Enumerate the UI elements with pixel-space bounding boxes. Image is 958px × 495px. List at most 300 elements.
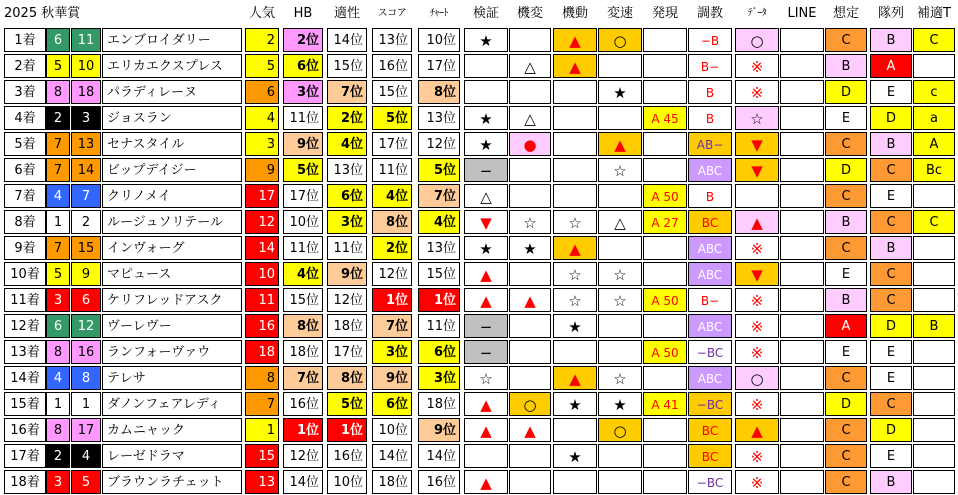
table-row bbox=[0, 105, 958, 131]
cell-hensoku bbox=[598, 184, 642, 208]
cell-tairetsu: C bbox=[870, 210, 912, 234]
cell-hatsu: A 50 bbox=[643, 340, 687, 364]
cell-pop: 4 bbox=[245, 106, 279, 130]
cell-tairetsu: E bbox=[870, 444, 912, 468]
cell-rank: 5着 bbox=[4, 132, 46, 156]
cell-tairetsu: B bbox=[870, 236, 912, 260]
cell-hatsu bbox=[643, 314, 687, 338]
cell-tairetsu: E bbox=[870, 366, 912, 390]
cell-line bbox=[780, 418, 824, 442]
cell-hatsu: A 27 bbox=[643, 210, 687, 234]
cell-soutei: D bbox=[825, 392, 867, 416]
header-kido: 機動 bbox=[561, 6, 588, 21]
cell-hoteki bbox=[913, 262, 955, 286]
cell-line bbox=[780, 184, 824, 208]
cell-ken: ▲ bbox=[464, 288, 508, 312]
cell-pop: 8 bbox=[245, 366, 279, 390]
cell-pop: 1 bbox=[245, 418, 279, 442]
cell-hoteki: Bc bbox=[913, 158, 955, 182]
cell-kido bbox=[553, 340, 597, 364]
cell-hatsu bbox=[643, 158, 687, 182]
cell-soutei: C bbox=[825, 184, 867, 208]
cell-data: ※ bbox=[735, 340, 779, 364]
cell-rank: 15着 bbox=[4, 392, 46, 416]
cell-chart: 15位 bbox=[418, 262, 460, 286]
cell-kihen bbox=[509, 340, 551, 364]
cell-hatsu: A 50 bbox=[643, 184, 687, 208]
header-pop: 人気 bbox=[248, 6, 275, 21]
cell-tek: 7位 bbox=[327, 80, 367, 104]
cell-waku: 7 bbox=[46, 158, 70, 182]
cell-data: ※ bbox=[735, 288, 779, 312]
cell-name: ダノンフェアレディ bbox=[102, 392, 242, 416]
cell-ken: ▲ bbox=[464, 418, 508, 442]
table-row bbox=[0, 313, 958, 339]
cell-chart: 6位 bbox=[418, 340, 460, 364]
table-row bbox=[0, 287, 958, 313]
cell-soutei: C bbox=[825, 366, 867, 390]
cell-pop: 5 bbox=[245, 54, 279, 78]
cell-num: 2 bbox=[71, 210, 101, 234]
cell-ken bbox=[464, 54, 508, 78]
cell-waku: 7 bbox=[46, 132, 70, 156]
cell-hensoku: ▲ bbox=[598, 132, 642, 156]
cell-waku: 1 bbox=[46, 210, 70, 234]
cell-tairetsu: C bbox=[870, 158, 912, 182]
cell-chart: 18位 bbox=[418, 392, 460, 416]
cell-hatsu bbox=[643, 470, 687, 494]
cell-waku: 8 bbox=[46, 80, 70, 104]
cell-rank: 1着 bbox=[4, 28, 46, 52]
cell-chokyo: −B bbox=[688, 28, 732, 52]
cell-kido: ★ bbox=[553, 314, 597, 338]
cell-kihen bbox=[509, 314, 551, 338]
cell-kihen bbox=[509, 184, 551, 208]
cell-tek: 3位 bbox=[327, 210, 367, 234]
cell-hensoku bbox=[598, 314, 642, 338]
cell-hb: 8位 bbox=[283, 314, 323, 338]
cell-ken: ★ bbox=[464, 28, 508, 52]
cell-waku: 4 bbox=[46, 184, 70, 208]
cell-name: セナスタイル bbox=[102, 132, 242, 156]
cell-hoteki bbox=[913, 392, 955, 416]
cell-num: 10 bbox=[71, 54, 101, 78]
cell-tek: 11位 bbox=[327, 236, 367, 260]
cell-chart: 3位 bbox=[418, 366, 460, 390]
cell-kido bbox=[553, 106, 597, 130]
cell-num: 16 bbox=[71, 340, 101, 364]
cell-chokyo: B bbox=[688, 184, 732, 208]
cell-data: ▲ bbox=[735, 210, 779, 234]
cell-name: ジョスラン bbox=[102, 106, 242, 130]
cell-chart: 14位 bbox=[418, 444, 460, 468]
table-row bbox=[0, 183, 958, 209]
cell-rank: 4着 bbox=[4, 106, 46, 130]
cell-chokyo: ABC bbox=[688, 314, 732, 338]
header-hoteki: 補適T bbox=[917, 6, 951, 21]
cell-ken: ★ bbox=[464, 132, 508, 156]
cell-hb: 2位 bbox=[283, 28, 323, 52]
cell-chokyo: BC bbox=[688, 418, 732, 442]
cell-ken bbox=[464, 80, 508, 104]
cell-hatsu: A 41 bbox=[643, 392, 687, 416]
cell-hoteki bbox=[913, 470, 955, 494]
cell-ken: △ bbox=[464, 184, 508, 208]
cell-data: ※ bbox=[735, 314, 779, 338]
cell-line bbox=[780, 366, 824, 390]
cell-tairetsu: D bbox=[870, 418, 912, 442]
cell-kido: ☆ bbox=[553, 262, 597, 286]
table-row bbox=[0, 417, 958, 443]
cell-soutei: C bbox=[825, 236, 867, 260]
cell-tairetsu: D bbox=[870, 106, 912, 130]
cell-kihen: ▲ bbox=[509, 288, 551, 312]
cell-kihen bbox=[509, 80, 551, 104]
cell-kihen: △ bbox=[509, 106, 551, 130]
cell-name: ブラウンラチェット bbox=[102, 470, 242, 494]
cell-kido bbox=[553, 132, 597, 156]
cell-hensoku: ★ bbox=[598, 80, 642, 104]
cell-kido: ☆ bbox=[553, 210, 597, 234]
cell-pop: 15 bbox=[245, 444, 279, 468]
table-row bbox=[0, 235, 958, 261]
header-hensoku: 変速 bbox=[606, 6, 633, 21]
cell-num: 9 bbox=[71, 262, 101, 286]
cell-rank: 3着 bbox=[4, 80, 46, 104]
cell-hoteki bbox=[913, 54, 955, 78]
cell-soutei: E bbox=[825, 262, 867, 286]
cell-tairetsu: D bbox=[870, 314, 912, 338]
cell-tek: 5位 bbox=[327, 392, 367, 416]
cell-num: 8 bbox=[71, 366, 101, 390]
cell-hatsu bbox=[643, 236, 687, 260]
cell-soutei: C bbox=[825, 132, 867, 156]
cell-tairetsu: C bbox=[870, 288, 912, 312]
cell-name: ルージュソリテール bbox=[102, 210, 242, 234]
table-row bbox=[0, 53, 958, 79]
header-ken: 検証 bbox=[472, 6, 499, 21]
cell-hoteki bbox=[913, 236, 955, 260]
cell-chart: 4位 bbox=[418, 210, 460, 234]
cell-name: パラディレーヌ bbox=[102, 80, 242, 104]
cell-soutei: C bbox=[825, 444, 867, 468]
cell-name: テレサ bbox=[102, 366, 242, 390]
cell-score: 4位 bbox=[372, 184, 412, 208]
cell-num: 14 bbox=[71, 158, 101, 182]
cell-kihen bbox=[509, 444, 551, 468]
cell-num: 17 bbox=[71, 418, 101, 442]
header-line: LINE bbox=[787, 6, 817, 21]
cell-hensoku bbox=[598, 106, 642, 130]
cell-chokyo: −BC bbox=[688, 340, 732, 364]
cell-waku: 6 bbox=[46, 314, 70, 338]
cell-chokyo: B− bbox=[688, 288, 732, 312]
cell-hb: 17位 bbox=[283, 184, 323, 208]
cell-rank: 13着 bbox=[4, 340, 46, 364]
cell-rank: 18着 bbox=[4, 470, 46, 494]
table-row bbox=[0, 261, 958, 287]
cell-line bbox=[780, 314, 824, 338]
cell-score: 18位 bbox=[372, 470, 412, 494]
table-row bbox=[0, 79, 958, 105]
table-row bbox=[0, 469, 958, 495]
cell-chokyo: ABC bbox=[688, 366, 732, 390]
cell-waku: 6 bbox=[46, 28, 70, 52]
cell-data: ○ bbox=[735, 28, 779, 52]
cell-kihen: ○ bbox=[509, 392, 551, 416]
header-score: スコア bbox=[377, 8, 407, 19]
cell-score: 11位 bbox=[372, 158, 412, 182]
cell-data: ▼ bbox=[735, 262, 779, 286]
cell-hatsu: A 50 bbox=[643, 288, 687, 312]
cell-kihen: ▲ bbox=[509, 418, 551, 442]
cell-kido: ▲ bbox=[553, 28, 597, 52]
cell-score: 6位 bbox=[372, 392, 412, 416]
cell-num: 13 bbox=[71, 132, 101, 156]
cell-kido: ★ bbox=[553, 444, 597, 468]
cell-tek: 15位 bbox=[327, 54, 367, 78]
cell-kido: ★ bbox=[553, 392, 597, 416]
cell-name: ヴーレヴー bbox=[102, 314, 242, 338]
cell-name: エリカエクスプレス bbox=[102, 54, 242, 78]
cell-chokyo: BC bbox=[688, 444, 732, 468]
cell-ken: ★ bbox=[464, 236, 508, 260]
cell-tairetsu: B bbox=[870, 132, 912, 156]
cell-hatsu bbox=[643, 366, 687, 390]
cell-chokyo: B bbox=[688, 106, 732, 130]
cell-chokyo: AB− bbox=[688, 132, 732, 156]
cell-hensoku: ☆ bbox=[598, 288, 642, 312]
cell-hoteki bbox=[913, 184, 955, 208]
cell-score: 14位 bbox=[372, 444, 412, 468]
cell-hatsu: A 45 bbox=[643, 106, 687, 130]
cell-soutei: C bbox=[825, 28, 867, 52]
cell-chart: 7位 bbox=[418, 184, 460, 208]
cell-data: ☆ bbox=[735, 106, 779, 130]
cell-tek: 10位 bbox=[327, 470, 367, 494]
cell-hensoku bbox=[598, 340, 642, 364]
cell-rank: 7着 bbox=[4, 184, 46, 208]
cell-tairetsu: C bbox=[870, 392, 912, 416]
cell-data: ※ bbox=[735, 236, 779, 260]
cell-tek: 2位 bbox=[327, 106, 367, 130]
cell-hoteki: c bbox=[913, 80, 955, 104]
cell-rank: 14着 bbox=[4, 366, 46, 390]
cell-chart: 5位 bbox=[418, 158, 460, 182]
cell-tairetsu: E bbox=[870, 80, 912, 104]
cell-kihen: ☆ bbox=[509, 210, 551, 234]
cell-name: ケリフレッドアスク bbox=[102, 288, 242, 312]
cell-ken: − bbox=[464, 314, 508, 338]
cell-soutei: C bbox=[825, 470, 867, 494]
cell-ken: ▲ bbox=[464, 392, 508, 416]
cell-data: ▼ bbox=[735, 132, 779, 156]
cell-rank: 12着 bbox=[4, 314, 46, 338]
cell-waku: 3 bbox=[46, 288, 70, 312]
cell-hb: 3位 bbox=[283, 80, 323, 104]
cell-chokyo: ABC bbox=[688, 236, 732, 260]
cell-waku: 8 bbox=[46, 418, 70, 442]
cell-hb: 9位 bbox=[283, 132, 323, 156]
cell-num: 5 bbox=[71, 470, 101, 494]
cell-hoteki: B bbox=[913, 314, 955, 338]
cell-kido bbox=[553, 184, 597, 208]
cell-line bbox=[780, 340, 824, 364]
cell-soutei: D bbox=[825, 158, 867, 182]
cell-tek: 13位 bbox=[327, 158, 367, 182]
cell-line bbox=[780, 288, 824, 312]
table-row bbox=[0, 209, 958, 235]
cell-pop: 3 bbox=[245, 132, 279, 156]
cell-score: 12位 bbox=[372, 262, 412, 286]
cell-name: マピュース bbox=[102, 262, 242, 286]
cell-score: 5位 bbox=[372, 106, 412, 130]
cell-chokyo: ABC bbox=[688, 262, 732, 286]
cell-chokyo: B bbox=[688, 80, 732, 104]
cell-num: 18 bbox=[71, 80, 101, 104]
cell-ken: ☆ bbox=[464, 366, 508, 390]
cell-line bbox=[780, 210, 824, 234]
cell-pop: 12 bbox=[245, 210, 279, 234]
cell-data: ※ bbox=[735, 392, 779, 416]
cell-ken: − bbox=[464, 340, 508, 364]
cell-chart: 13位 bbox=[418, 236, 460, 260]
cell-hb: 7位 bbox=[283, 366, 323, 390]
cell-ken: ▼ bbox=[464, 210, 508, 234]
cell-kihen: ★ bbox=[509, 236, 551, 260]
cell-tek: 14位 bbox=[327, 28, 367, 52]
cell-hoteki: C bbox=[913, 210, 955, 234]
cell-soutei: E bbox=[825, 106, 867, 130]
cell-kido: ☆ bbox=[553, 288, 597, 312]
cell-chokyo: B− bbox=[688, 54, 732, 78]
cell-hb: 1位 bbox=[283, 418, 323, 442]
cell-hb: 11位 bbox=[283, 106, 323, 130]
header-hatsu: 発現 bbox=[651, 6, 678, 21]
cell-line bbox=[780, 470, 824, 494]
cell-score: 15位 bbox=[372, 80, 412, 104]
cell-kido: ▲ bbox=[553, 236, 597, 260]
cell-kido: ▲ bbox=[553, 366, 597, 390]
cell-waku: 3 bbox=[46, 470, 70, 494]
cell-hensoku: ☆ bbox=[598, 366, 642, 390]
cell-soutei: B bbox=[825, 288, 867, 312]
cell-ken: ★ bbox=[464, 106, 508, 130]
header-data: ﾃﾞｰﾀ bbox=[747, 8, 767, 19]
cell-chart: 9位 bbox=[418, 418, 460, 442]
cell-hb: 14位 bbox=[283, 470, 323, 494]
header-kihen: 機変 bbox=[516, 6, 543, 21]
cell-line bbox=[780, 54, 824, 78]
cell-name: レーゼドラマ bbox=[102, 444, 242, 468]
table-title: 2025 秋華賞 bbox=[4, 6, 81, 21]
cell-rank: 11着 bbox=[4, 288, 46, 312]
cell-line bbox=[780, 392, 824, 416]
cell-chokyo: BC bbox=[688, 210, 732, 234]
cell-chart: 11位 bbox=[418, 314, 460, 338]
cell-name: クリノメイ bbox=[102, 184, 242, 208]
header-chokyo: 調教 bbox=[696, 6, 723, 21]
cell-score: 16位 bbox=[372, 54, 412, 78]
cell-hensoku bbox=[598, 54, 642, 78]
cell-score: 1位 bbox=[372, 288, 412, 312]
cell-score: 13位 bbox=[372, 28, 412, 52]
cell-rank: 16着 bbox=[4, 418, 46, 442]
cell-pop: 13 bbox=[245, 470, 279, 494]
cell-hoteki: A bbox=[913, 132, 955, 156]
cell-name: ランフォーヴァウ bbox=[102, 340, 242, 364]
cell-hb: 6位 bbox=[283, 54, 323, 78]
cell-line bbox=[780, 262, 824, 286]
cell-line bbox=[780, 158, 824, 182]
cell-score: 2位 bbox=[372, 236, 412, 260]
cell-data: ※ bbox=[735, 444, 779, 468]
cell-waku: 2 bbox=[46, 444, 70, 468]
cell-chart: 13位 bbox=[418, 106, 460, 130]
cell-rank: 10着 bbox=[4, 262, 46, 286]
cell-hb: 5位 bbox=[283, 158, 323, 182]
table-row bbox=[0, 157, 958, 183]
cell-tek: 1位 bbox=[327, 418, 367, 442]
cell-kido: ▲ bbox=[553, 54, 597, 78]
cell-hensoku: ○ bbox=[598, 418, 642, 442]
cell-hensoku bbox=[598, 236, 642, 260]
cell-soutei: D bbox=[825, 80, 867, 104]
cell-data bbox=[735, 184, 779, 208]
cell-soutei: E bbox=[825, 340, 867, 364]
cell-tek: 12位 bbox=[327, 288, 367, 312]
cell-chart: 1位 bbox=[418, 288, 460, 312]
cell-pop: 6 bbox=[245, 80, 279, 104]
cell-hoteki bbox=[913, 288, 955, 312]
cell-num: 11 bbox=[71, 28, 101, 52]
cell-kido bbox=[553, 470, 597, 494]
cell-num: 6 bbox=[71, 288, 101, 312]
cell-hatsu bbox=[643, 418, 687, 442]
cell-tek: 6位 bbox=[327, 184, 367, 208]
table-row bbox=[0, 27, 958, 53]
table-row bbox=[0, 443, 958, 469]
cell-num: 15 bbox=[71, 236, 101, 260]
cell-hoteki: C bbox=[913, 28, 955, 52]
cell-chart: 10位 bbox=[418, 28, 460, 52]
cell-kido bbox=[553, 418, 597, 442]
header-tairetsu: 隊列 bbox=[877, 6, 904, 21]
cell-pop: 9 bbox=[245, 158, 279, 182]
cell-data: ※ bbox=[735, 470, 779, 494]
cell-hensoku: ☆ bbox=[598, 158, 642, 182]
cell-tek: 16位 bbox=[327, 444, 367, 468]
table-row bbox=[0, 131, 958, 157]
cell-pop: 7 bbox=[245, 392, 279, 416]
cell-hb: 11位 bbox=[283, 236, 323, 260]
cell-hatsu bbox=[643, 54, 687, 78]
cell-pop: 17 bbox=[245, 184, 279, 208]
cell-chokyo: −BC bbox=[688, 470, 732, 494]
cell-hoteki bbox=[913, 340, 955, 364]
header-soutei: 想定 bbox=[832, 6, 859, 21]
cell-pop: 11 bbox=[245, 288, 279, 312]
cell-hatsu bbox=[643, 80, 687, 104]
cell-hensoku bbox=[598, 470, 642, 494]
cell-tairetsu: E bbox=[870, 340, 912, 364]
cell-soutei: B bbox=[825, 210, 867, 234]
header-hb: HB bbox=[293, 6, 313, 21]
cell-pop: 18 bbox=[245, 340, 279, 364]
cell-waku: 7 bbox=[46, 236, 70, 260]
cell-hoteki bbox=[913, 444, 955, 468]
cell-kihen bbox=[509, 158, 551, 182]
